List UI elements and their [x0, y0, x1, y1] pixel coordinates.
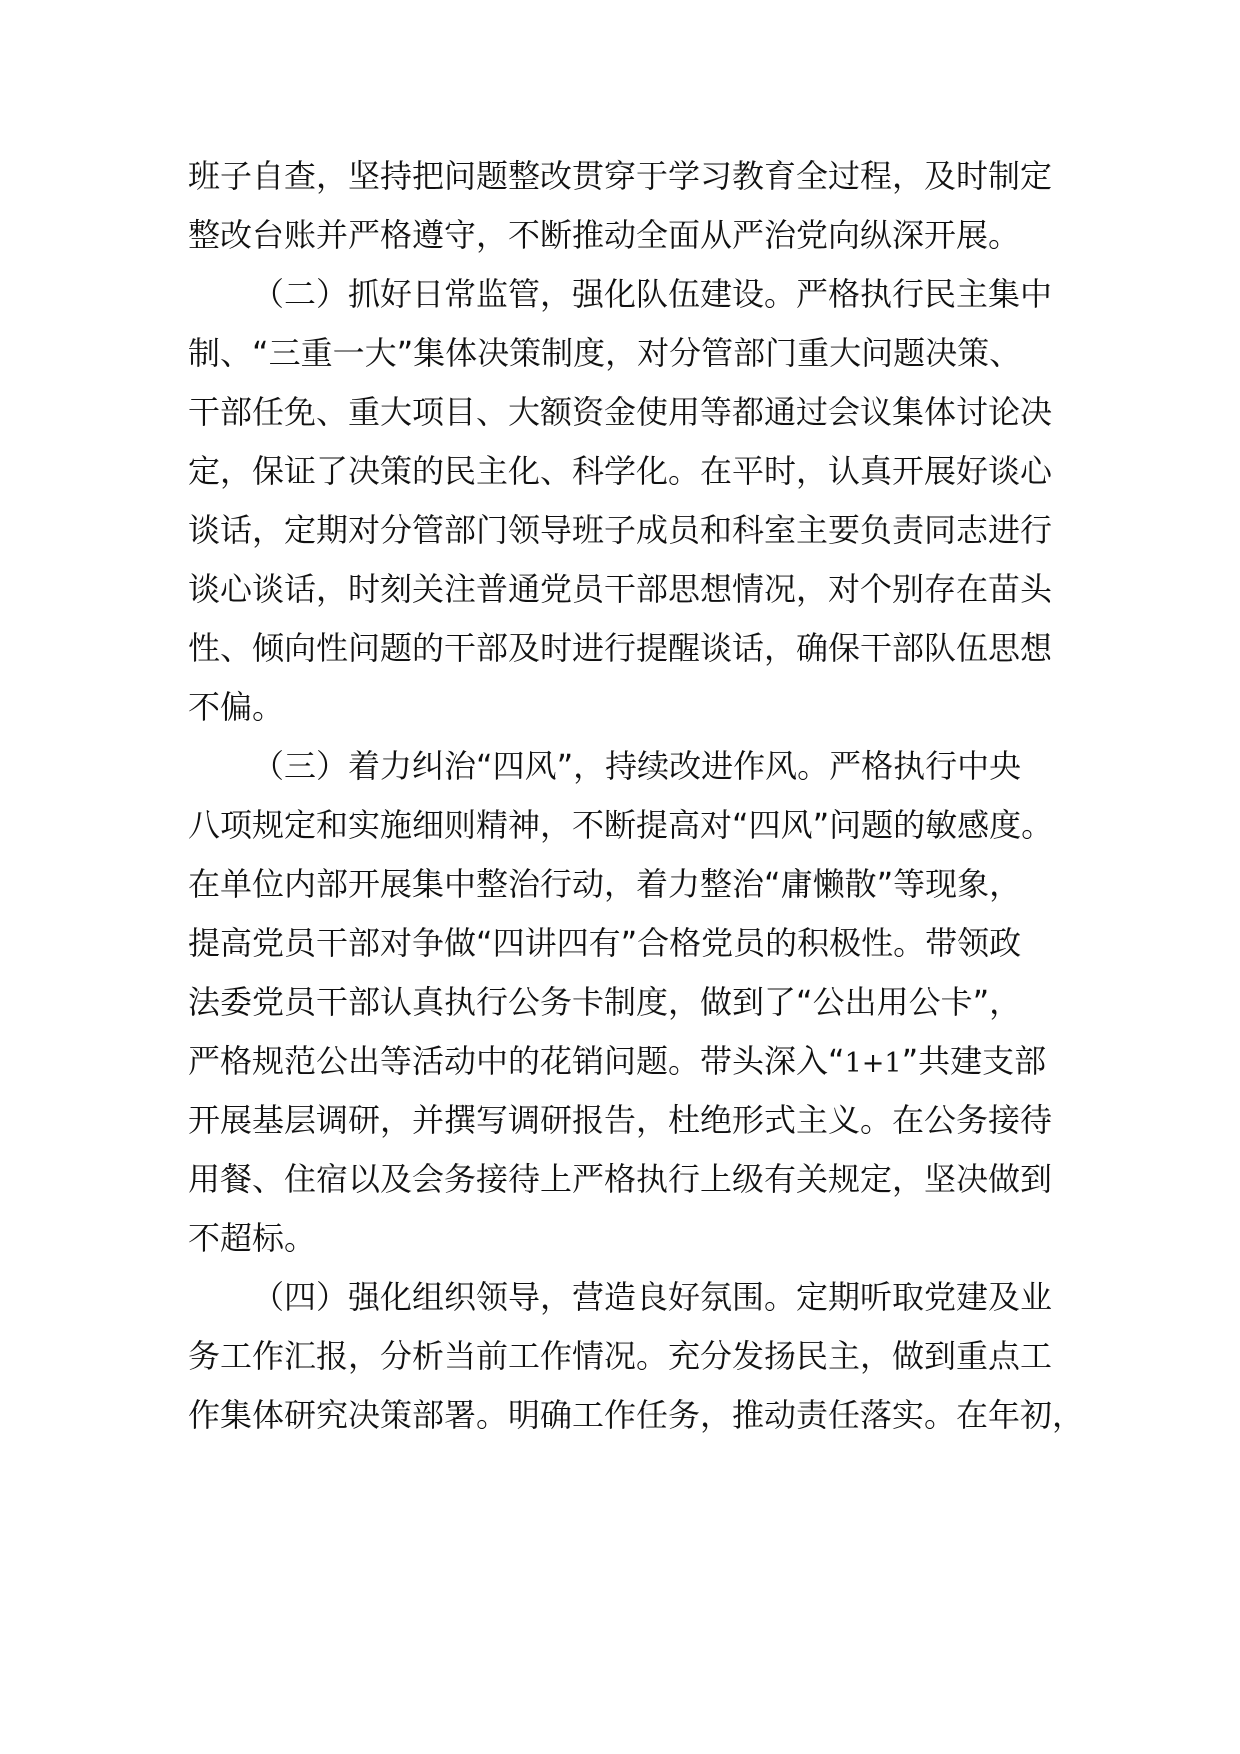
text-line: 开展基层调研，并撰写调研报告，杜绝形式主义。在公务接待 [188, 1101, 1053, 1139]
text-line: 不超标。 [188, 1219, 317, 1257]
text-line: 制、“三重一大”集体决策制度，对分管部门重大问题决策、 [188, 334, 1022, 372]
text-line: 八项规定和实施细则精神，不断提高对“四风”问题的敏感度。 [188, 806, 1054, 844]
text-line: 班子自查，坚持把问题整改贯穿于学习教育全过程，及时制定 [188, 157, 1053, 195]
text-segment: ”共建支部 [901, 1042, 1047, 1080]
paragraph-heading-2: （二）抓好日常监管，强化队伍建设。严格执行民主集中 [252, 275, 1053, 313]
text-line: 不偏。 [188, 688, 285, 726]
text-segment: 严格规范公出等活动中的花销问题。带头深入“ [188, 1042, 845, 1080]
paragraph-heading-4: （四）强化组织领导，营造良好氛围。定期听取党建及业 [252, 1278, 1053, 1316]
text-line: 性、倾向性问题的干部及时进行提醒谈话，确保干部队伍思想 [188, 629, 1053, 667]
text-line: 干部任免、重大项目、大额资金使用等都通过会议集体讨论决 [188, 393, 1053, 431]
text-line: 用餐、住宿以及会务接待上严格执行上级有关规定，坚决做到 [188, 1160, 1053, 1198]
text-segment-number: 1+1 [844, 1048, 902, 1079]
text-line: 在单位内部开展集中整治行动，着力整治“庸懒散”等现象， [188, 865, 1022, 903]
text-line: 谈心谈话，时刻关注普通党员干部思想情况，对个别存在苗头 [188, 570, 1053, 608]
text-line: 谈话，定期对分管部门领导班子成员和科室主要负责同志进行 [188, 511, 1053, 549]
paragraph-heading-3: （三）着力纠治“四风”，持续改进作风。严格执行中央 [252, 747, 1022, 785]
text-line: 定，保证了决策的民主化、科学化。在平时，认真开展好谈心 [188, 452, 1053, 490]
text-line: 作集体研究决策部署。明确工作任务，推动责任落实。在年初， [188, 1396, 1085, 1434]
text-line: 整改台账并严格遵守，不断推动全面从严治党向纵深开展。 [188, 216, 1021, 254]
text-line-mixed [188, 1037, 1046, 1085]
text-line: 提高党员干部对争做“四讲四有”合格党员的积极性。带领政 [188, 924, 1022, 962]
text-line: 法委党员干部认真执行公务卡制度，做到了“公出用公卡”， [188, 983, 1022, 1021]
text-line: 务工作汇报，分析当前工作情况。充分发扬民主，做到重点工 [188, 1337, 1053, 1375]
